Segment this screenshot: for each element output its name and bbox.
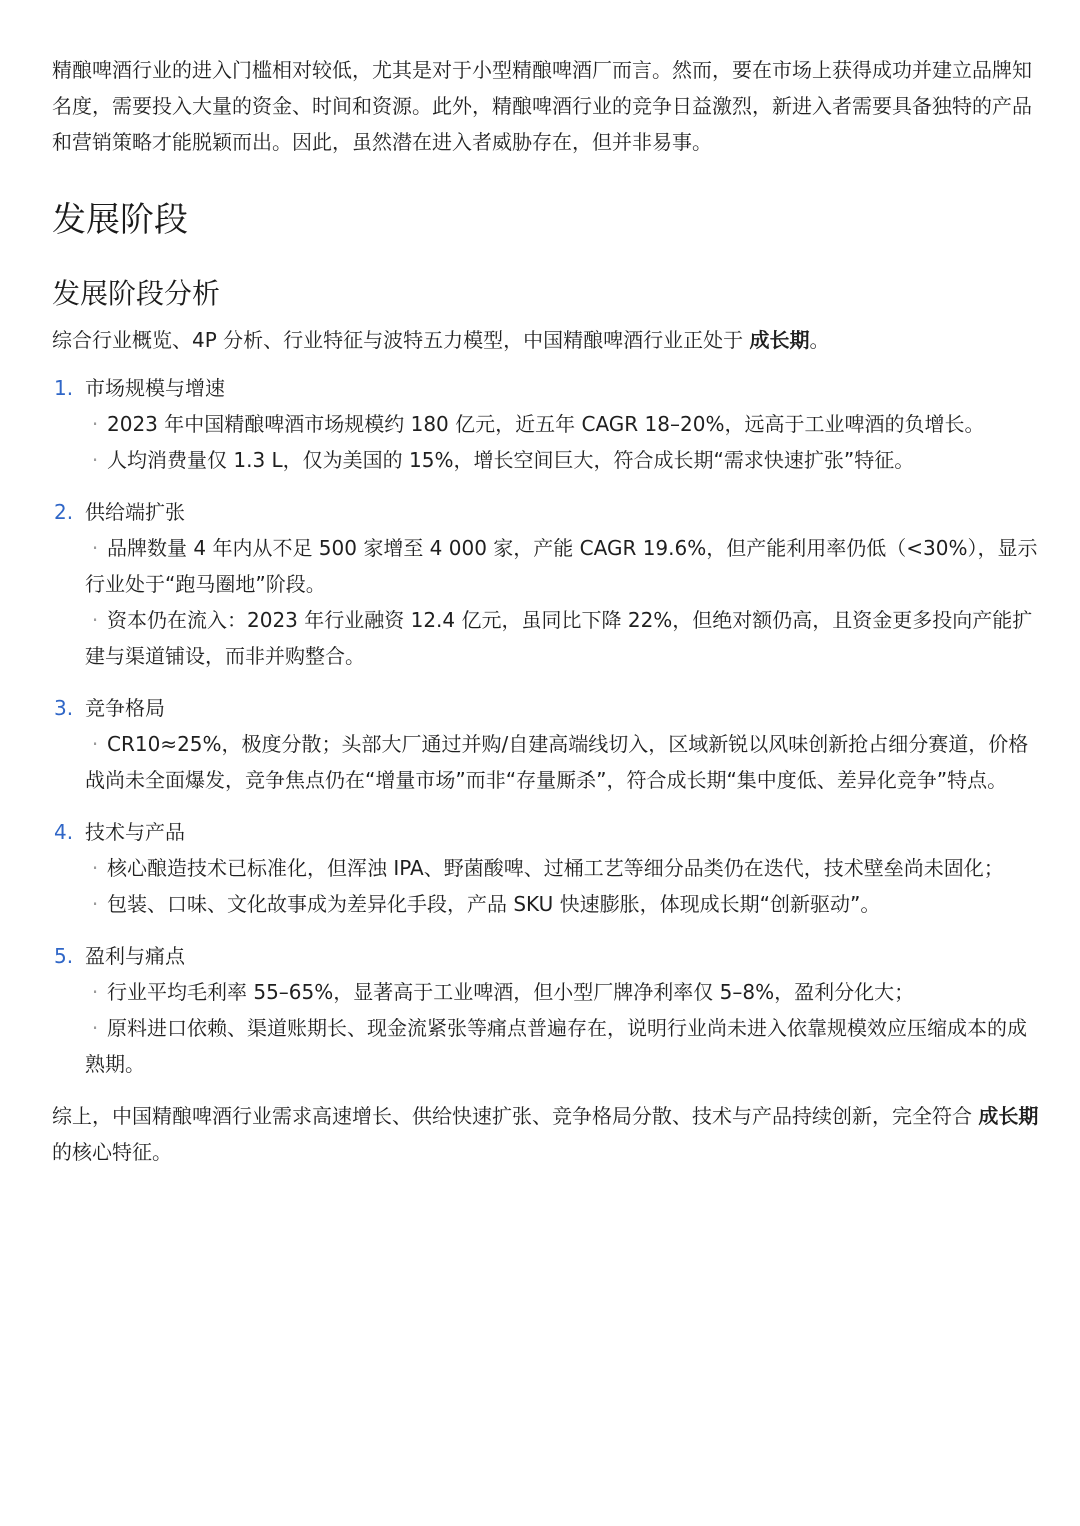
list-item-bullet [85,442,1042,478]
bullet-dot-icon: · [91,608,99,632]
bullet-text: 品牌数量 4 年内从不足 500 家增至 4 000 家，产能 CAGR 19.6%，但产能利用率仍低（<30%），显示行业处于“跑马圈地”阶段。 [85,536,1038,596]
bullet-text: CR10≈25%，极度分散；头部大厂通过并购/自建高端线切入，区域新锐以风味创新抢占细分赛道，价格战尚未全面爆发，竞争焦点仍在“增量市场”而非“存量厮杀”，符合成长期“集中度低、差异化竞争”特点。 [85,732,1029,792]
summary-prefix: 综上，中国精酿啤酒行业需求高速增长、供给快速扩张、竞争格局分散、技术与产品持续创新，完全符合 [52,1104,979,1128]
intro-paragraph: 精酿啤酒行业的进入门槛相对较低，尤其是对于小型精酿啤酒厂而言。然而，要在市场上获得成功并建立品牌知名度，需要投入大量的资金、时间和资源。此外，精酿啤酒行业的竞争日益激烈，新进入者需要具备独特的产品和营销策略才能脱颖而出。因此，虽然潜在进入者威胁存在，但并非易事。 [52,58,1032,154]
list-item-bullet [85,974,1042,1010]
list-item-title: 竞争格局 [85,696,165,720]
list-item-bullet [85,406,1042,442]
subsection-title: 发展阶段分析 [52,277,221,310]
bullet-text: 行业平均毛利率 55–65%，显著高于工业啤酒，但小型厂牌净利率仅 5–8%，盈利分化大； [107,980,915,1004]
list-item-number: 4. [54,820,74,844]
bullet-dot-icon: · [91,1016,99,1040]
list-item-title: 技术与产品 [85,820,185,844]
summary-paragraph [52,1098,1042,1170]
bullet-dot-icon: · [91,448,99,472]
bullet-text: 人均消费量仅 1.3 L，仅为美国的 15%，增长空间巨大，符合成长期“需求快速扩张”特征。 [107,448,915,472]
analysis-intro-prefix: 综合行业概览、4P 分析、行业特征与波特五力模型，中国精酿啤酒行业正处于 [52,328,750,352]
bullet-dot-icon: · [91,892,99,916]
list-item-bullet [85,602,1042,674]
list-item-profit-pain-points [52,938,1042,1082]
document-page [52,52,1042,1170]
analysis-intro-suffix: 。 [809,328,830,352]
list-item-competition [52,690,1042,798]
bullet-dot-icon: · [91,536,99,560]
bullet-text: 包装、口味、文化故事成为差异化手段，产品 SKU 快速膨胀，体现成长期“创新驱动”。 [107,892,881,916]
bullet-dot-icon: · [91,856,99,880]
list-item-bullet [85,886,1042,922]
list-item-market-size [52,370,1042,478]
list-item-technology-product [52,814,1042,922]
analysis-list [52,370,1042,1082]
bullet-text: 原料进口依赖、渠道账期长、现金流紧张等痛点普遍存在，说明行业尚未进入依靠规模效应压缩成本的成熟期。 [85,1016,1027,1076]
list-item-bullet [85,850,1042,886]
analysis-intro [52,322,1042,358]
list-item-number: 2. [54,500,74,524]
list-item-title: 盈利与痛点 [85,944,185,968]
list-item-title: 市场规模与增速 [85,376,225,400]
summary-highlight: 成长期 [978,1104,1039,1128]
bullet-dot-icon: · [91,980,99,1004]
analysis-intro-highlight: 成长期 [749,328,810,352]
list-item-title: 供给端扩张 [85,500,185,524]
section-title: 发展阶段 [52,200,188,240]
list-item-bullet [85,530,1042,602]
bullet-text: 核心酿造技术已标准化，但浑浊 IPA、野菌酸啤、过桶工艺等细分品类仍在迭代，技术壁垒尚未固化； [107,856,1004,880]
list-item-number: 1. [54,376,74,400]
list-item-number: 3. [54,696,74,720]
bullet-text: 资本仍在流入：2023 年行业融资 12.4 亿元，虽同比下降 22%，但绝对额仍高，且资金更多投向产能扩建与渠道铺设，而非并购整合。 [85,608,1033,668]
bullet-text: 2023 年中国精酿啤酒市场规模约 180 亿元，近五年 CAGR 18–20%，远高于工业啤酒的负增长。 [107,412,985,436]
bullet-dot-icon: · [91,732,99,756]
list-item-bullet [85,1010,1042,1082]
list-item-bullet [85,726,1042,798]
summary-suffix: 的核心特征。 [52,1140,172,1164]
list-item-number: 5. [54,944,74,968]
list-item-supply-expansion [52,494,1042,674]
bullet-dot-icon: · [91,412,99,436]
